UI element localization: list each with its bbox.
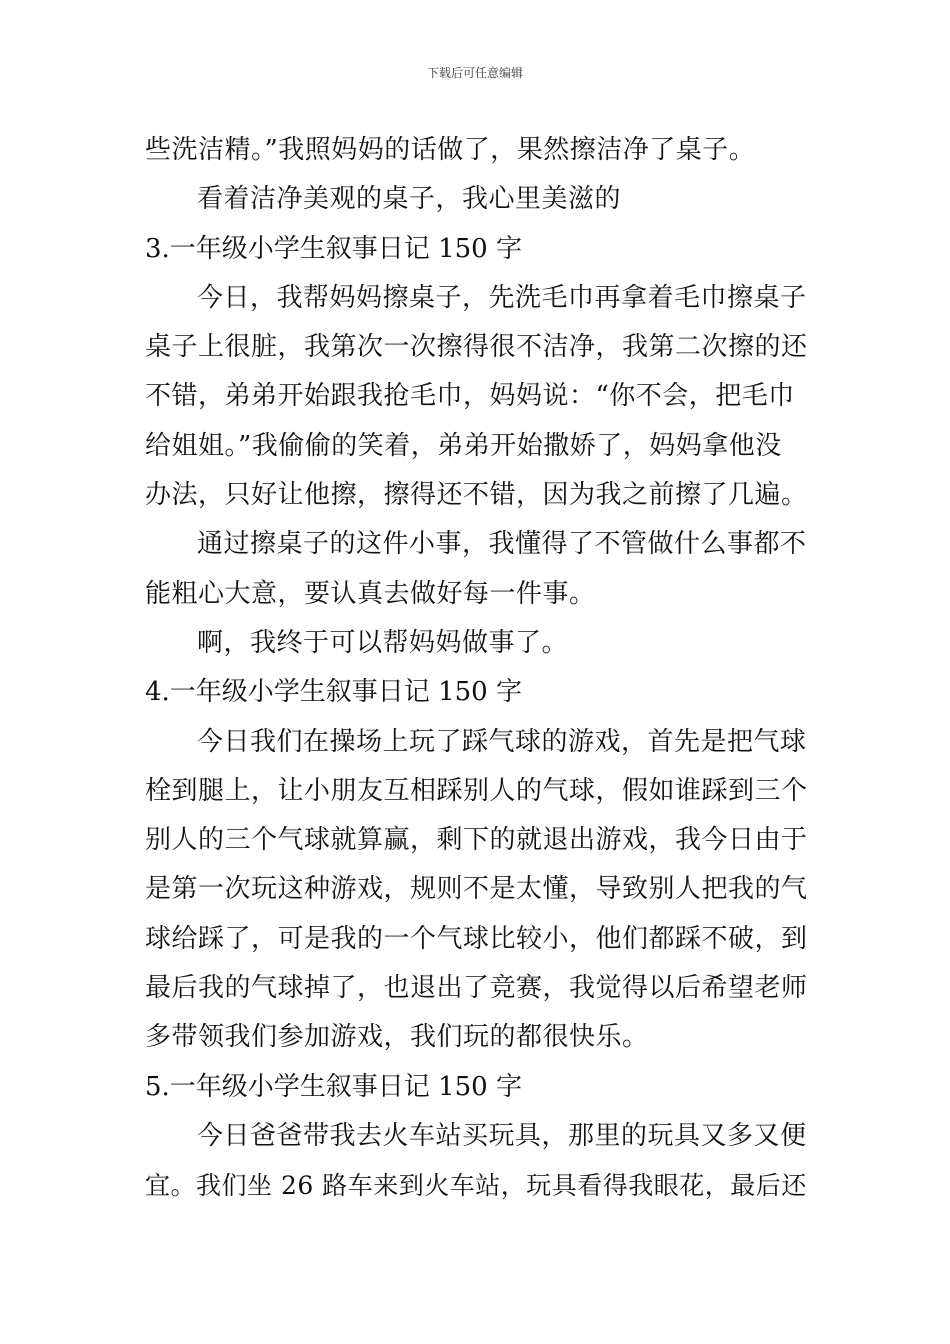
text-line: 啊，我终于可以帮妈妈做事了。	[197, 627, 569, 658]
section-heading: 5.一年级小学生叙事日记 150 字	[145, 1071, 522, 1102]
text-line: 别人的三个气球就算赢，剩下的就退出游戏，我今日由于	[145, 825, 808, 856]
text-line: 多带领我们参加游戏，我们玩的都很快乐。	[145, 1022, 649, 1053]
section-heading: 4.一年级小学生叙事日记 150 字	[145, 677, 522, 708]
text-line: 不错，弟弟开始跟我抢毛巾，妈妈说：“你不会，把毛巾	[145, 381, 795, 412]
text-line: 球给踩了，可是我的一个气球比较小，他们都踩不破，到	[145, 923, 808, 954]
text-line: 看着洁净美观的桌子，我心里美滋的	[197, 184, 622, 215]
text-line: 栓到腿上，让小朋友互相踩别人的气球，假如谁踩到三个	[145, 775, 808, 806]
page-header: 下载后可任意编辑	[426, 66, 523, 80]
text-line: 能粗心大意，要认真去做好每一件事。	[145, 578, 596, 609]
text-line: 今日我们在操场上玩了踩气球的游戏，首先是把气球	[197, 726, 807, 757]
text-line: 今日爸爸带我去火车站买玩具，那里的玩具又多又便	[197, 1120, 807, 1151]
text-line: 给姐姐。”我偷偷的笑着，弟弟开始撒娇了，妈妈拿他没	[145, 430, 782, 461]
document-body	[145, 126, 810, 1211]
text-line: 是第一次玩这种游戏，规则不是太懂，导致别人把我的气	[145, 874, 808, 905]
section-heading: 3.一年级小学生叙事日记 150 字	[145, 233, 522, 264]
text-line: 宜。我们坐 26 路车来到火车站，玩具看得我眼花，最后还	[145, 1171, 807, 1201]
text-line: 办法，只好让他擦，擦得还不错，因为我之前擦了几遍。	[145, 480, 808, 511]
text-line: 通过擦桌子的这件小事，我懂得了不管做什么事都不	[197, 529, 807, 560]
text-line: 今日，我帮妈妈擦桌子，先洗毛巾再拿着毛巾擦桌子	[197, 282, 807, 313]
text-line: 桌子上很脏，我第次一次擦得很不洁净，我第二次擦的还	[145, 332, 808, 363]
text-line: 些洗洁精。”我照妈妈的话做了，果然擦洁净了桌子。	[145, 135, 756, 165]
text-line: 最后我的气球掉了，也退出了竞赛，我觉得以后希望老师	[145, 973, 808, 1004]
